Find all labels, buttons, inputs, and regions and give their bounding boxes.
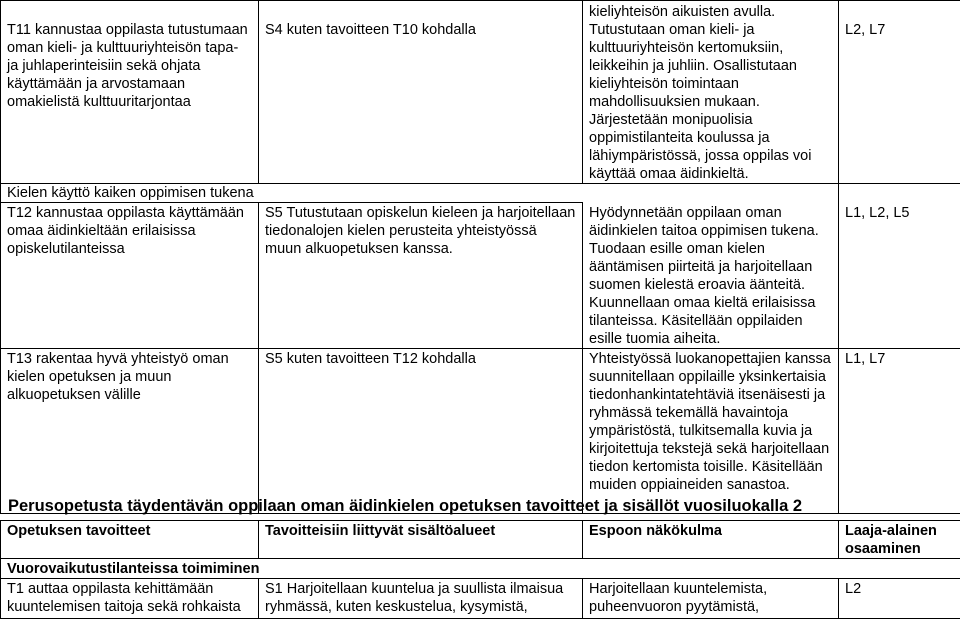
espoo-cell xyxy=(583,1,839,184)
competence-text: L2 xyxy=(845,580,954,598)
espoo-prefix-text: kieliyhteisön aikuisten avulla. xyxy=(589,3,832,21)
goal-cell xyxy=(1,1,259,184)
goal-cell xyxy=(1,348,259,513)
goal-text: T12 kannustaa oppilasta käyttämään omaa äidinkieltään erilaisissa opiskelutilanteissa xyxy=(7,204,252,258)
table-row-goal-13 xyxy=(1,348,960,513)
competence-cell xyxy=(839,348,960,513)
table-row-goal-11 xyxy=(1,1,960,184)
section-heading-cell xyxy=(1,184,583,203)
header-competence: Laaja-alainen osaaminen xyxy=(839,521,960,559)
goal-cell xyxy=(1,579,259,619)
empty-cell xyxy=(583,184,839,203)
espoo-cell xyxy=(583,579,839,619)
espoo-cell xyxy=(583,203,839,349)
table-row-goal-1 xyxy=(1,579,960,619)
content-cell xyxy=(259,1,583,184)
section-heading: Vuorovaikutustilanteissa toimiminen xyxy=(7,561,259,577)
section-heading: Kielen käyttö kaiken oppimisen tukena xyxy=(7,184,577,202)
competence-cell xyxy=(839,579,960,619)
content-text: S4 kuten tavoitteen T10 kohdalla xyxy=(265,21,576,39)
espoo-cell xyxy=(583,348,839,513)
espoo-text: Yhteistyössä luokanopettajien kanssa suunnitellaan oppilaille yksinkertaisia tiedonhankintatehtäviä itsenäisesti ja ryhmässä tekemällä havaintoja ympäristöstä, tulkitsemalla kuvia ja kirjoitettuja tekstejä sekä harjoitellaan tiedon kertomista toisille. Käsitellään muiden oppiaineiden sanastoa. xyxy=(589,350,832,494)
competence-text: L1, L2, L5 xyxy=(845,204,954,222)
goal-text: T1 auttaa oppilasta kehittämään kuuntelemisen taitoja sekä rohkaista xyxy=(7,580,252,616)
lower-curriculum-table xyxy=(0,520,960,619)
content-text: S1 Harjoitellaan kuuntelua ja suullista ilmaisua ryhmässä, kuten keskustelua, kysymistä, xyxy=(265,580,576,616)
empty-cell xyxy=(839,184,960,203)
content-cell xyxy=(259,579,583,619)
espoo-text: Hyödynnetään oppilaan oman äidinkielen taitoa oppimisen tukena. Tuodaan esille oman kielen ääntämisen piirteitä ja harjoitellaan suomen kielestä eroavia äänteitä. Kuunnellaan omaa kieltä erilaisissa tilanteissa. Käsitellään oppilaiden esille tuomia aiheita. xyxy=(589,204,832,348)
espoo-text: Tutustutaan oman kieli- ja kulttuuriyhteisön kertomuksiin, leikkeihin ja juhliin. Osallistutaan kieliyhteisön toimintaan mahdollisuuksien mukaan. Järjestetään monipuolisia oppimistilanteita koulussa ja lähiympäristössä, jossa oppilas voi käyttää omaa äidinkieltä. xyxy=(589,21,832,183)
competence-cell xyxy=(839,1,960,184)
header-espoo: Espoon näkökulma xyxy=(583,521,839,559)
header-contents: Tavoitteisiin liittyvät sisältöalueet xyxy=(259,521,583,559)
grade-2-heading: Perusopetusta täydentävän oppilaan oman äidinkielen opetuksen tavoitteet ja sisällöt vuosiluokalla 2 xyxy=(8,497,802,516)
goal-cell xyxy=(1,203,259,349)
goal-text: T13 rakentaa hyvä yhteistyö oman kielen opetuksen ja muun alkuopetuksen välille xyxy=(7,350,252,404)
competence-text: L2, L7 xyxy=(845,21,954,39)
goal-text: T11 kannustaa oppilasta tutustumaan oman kieli- ja kulttuuriyhteisön tapa- ja juhlaperinteisiin sekä ohjata käyttämään ja arvostamaan omakielistä kulttuuritarjontaa xyxy=(7,21,252,111)
section-heading-row xyxy=(1,184,960,203)
section-heading-cell xyxy=(1,559,960,579)
content-cell xyxy=(259,203,583,349)
content-text: S5 Tutustutaan opiskelun kieleen ja harjoitellaan tiedonalojen kielen perusteita yhteistyössä muun alkuopetuksen kanssa. xyxy=(265,204,576,258)
content-text: S5 kuten tavoitteen T12 kohdalla xyxy=(265,350,576,368)
header-goals: Opetuksen tavoitteet xyxy=(1,521,259,559)
espoo-text: Harjoitellaan kuuntelemista, puheenvuoron pyytämistä, xyxy=(589,580,832,616)
content-cell xyxy=(259,348,583,513)
header-row xyxy=(1,521,960,559)
competence-cell xyxy=(839,203,960,349)
table-row-goal-12 xyxy=(1,203,960,349)
section-heading-row xyxy=(1,559,960,579)
competence-text: L1, L7 xyxy=(845,350,954,368)
